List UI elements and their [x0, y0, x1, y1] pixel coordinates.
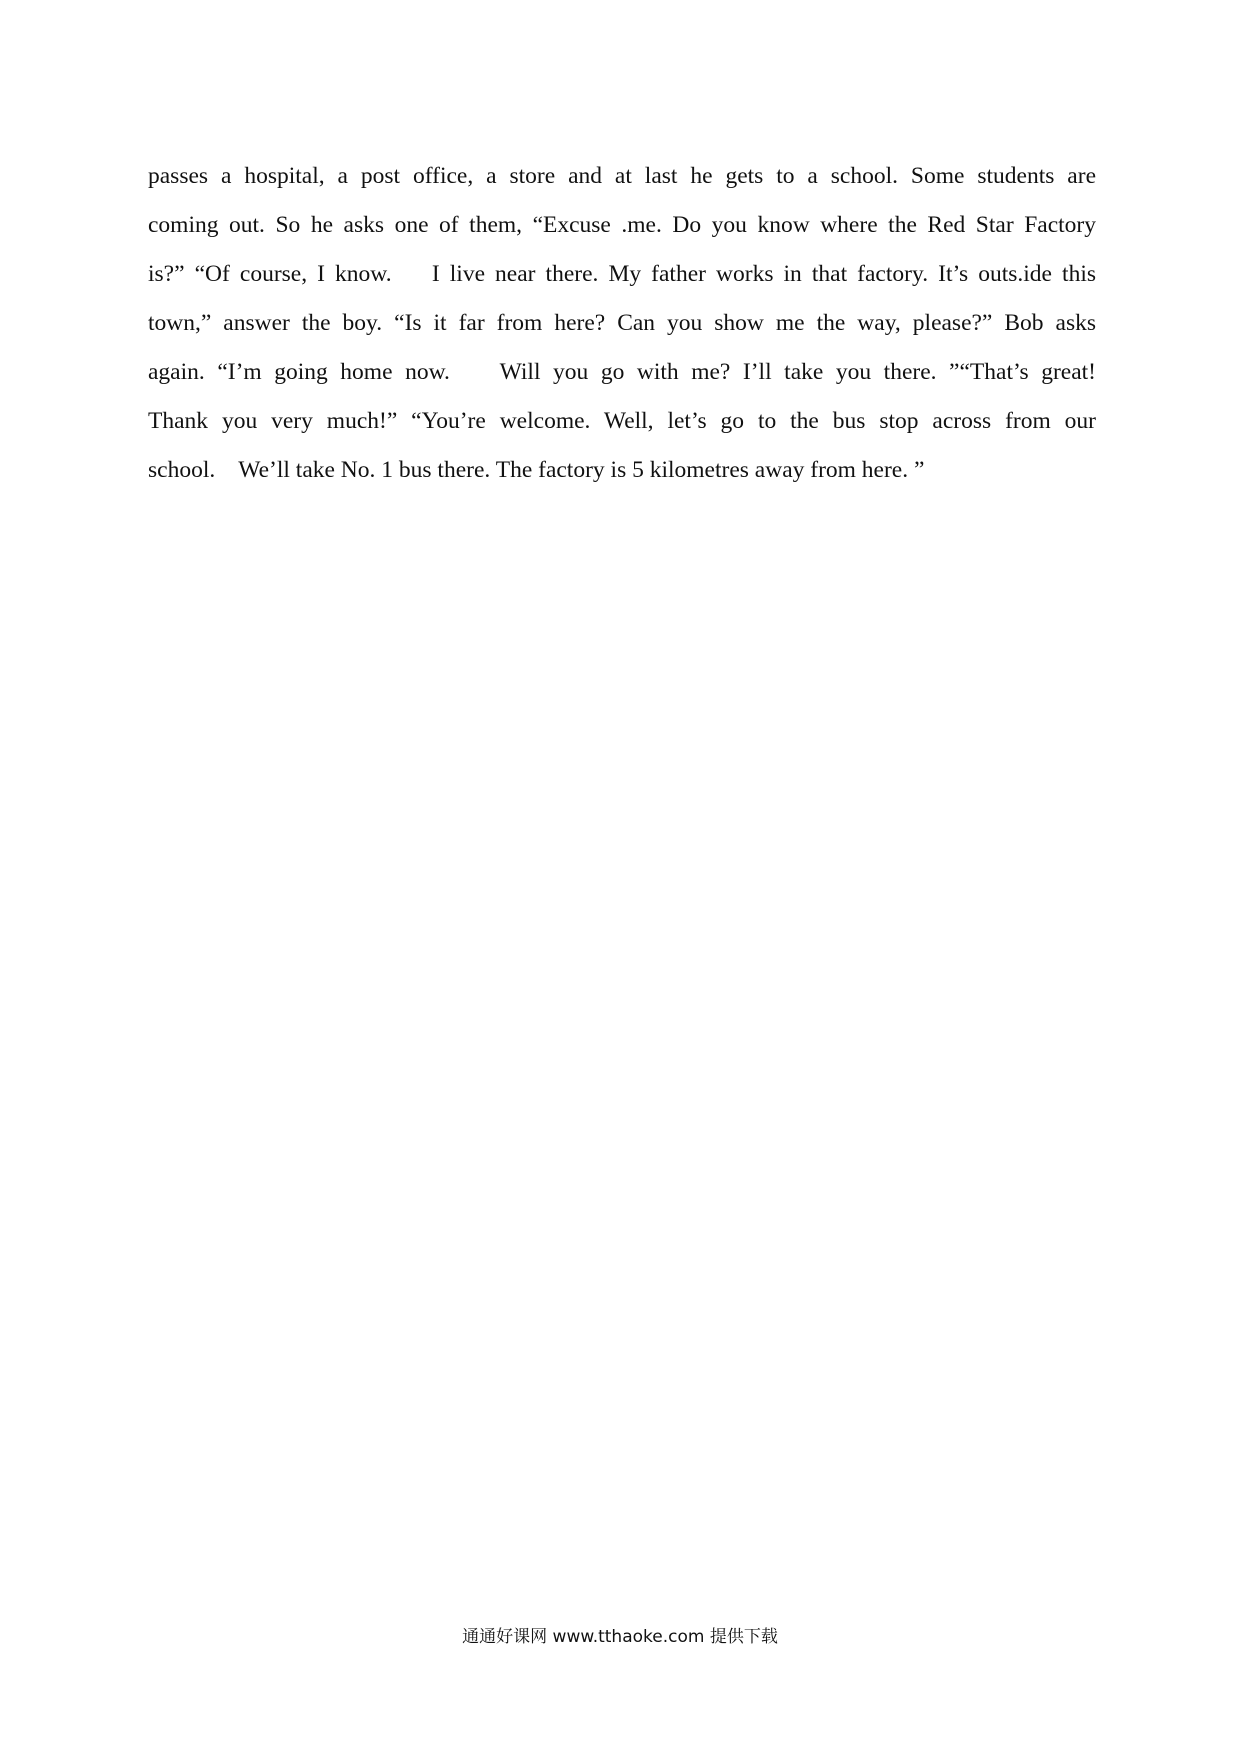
passage-line: passes a hospital, a post office, a store and at last he gets to a school. Some students are	[148, 163, 1096, 189]
passage-line: coming out. So he asks one of them, “Excuse .me. Do you know where the Red Star Factory	[148, 212, 1096, 238]
passage-line: Thank you very much!” “You’re welcome. Well, let’s go to the bus stop across from our	[148, 408, 1096, 434]
passage-line: school. We’ll take No. 1 bus there. The factory is 5 kilometres away from here. ”	[148, 457, 925, 483]
passage-line: town,” answer the boy. “Is it far from here? Can you show me the way, please?” Bob asks	[148, 310, 1096, 336]
page-footer: 通通好课网 www.tthaoke.com 提供下载	[462, 1627, 778, 1647]
passage-line: is?” “Of course, I know. I live near there. My father works in that factory. It’s outs.ide this	[148, 261, 1096, 287]
passage-line: again. “I’m going home now. Will you go with me? I’ll take you there. ”“That’s great!	[148, 359, 1096, 385]
passage-text	[148, 152, 1096, 495]
